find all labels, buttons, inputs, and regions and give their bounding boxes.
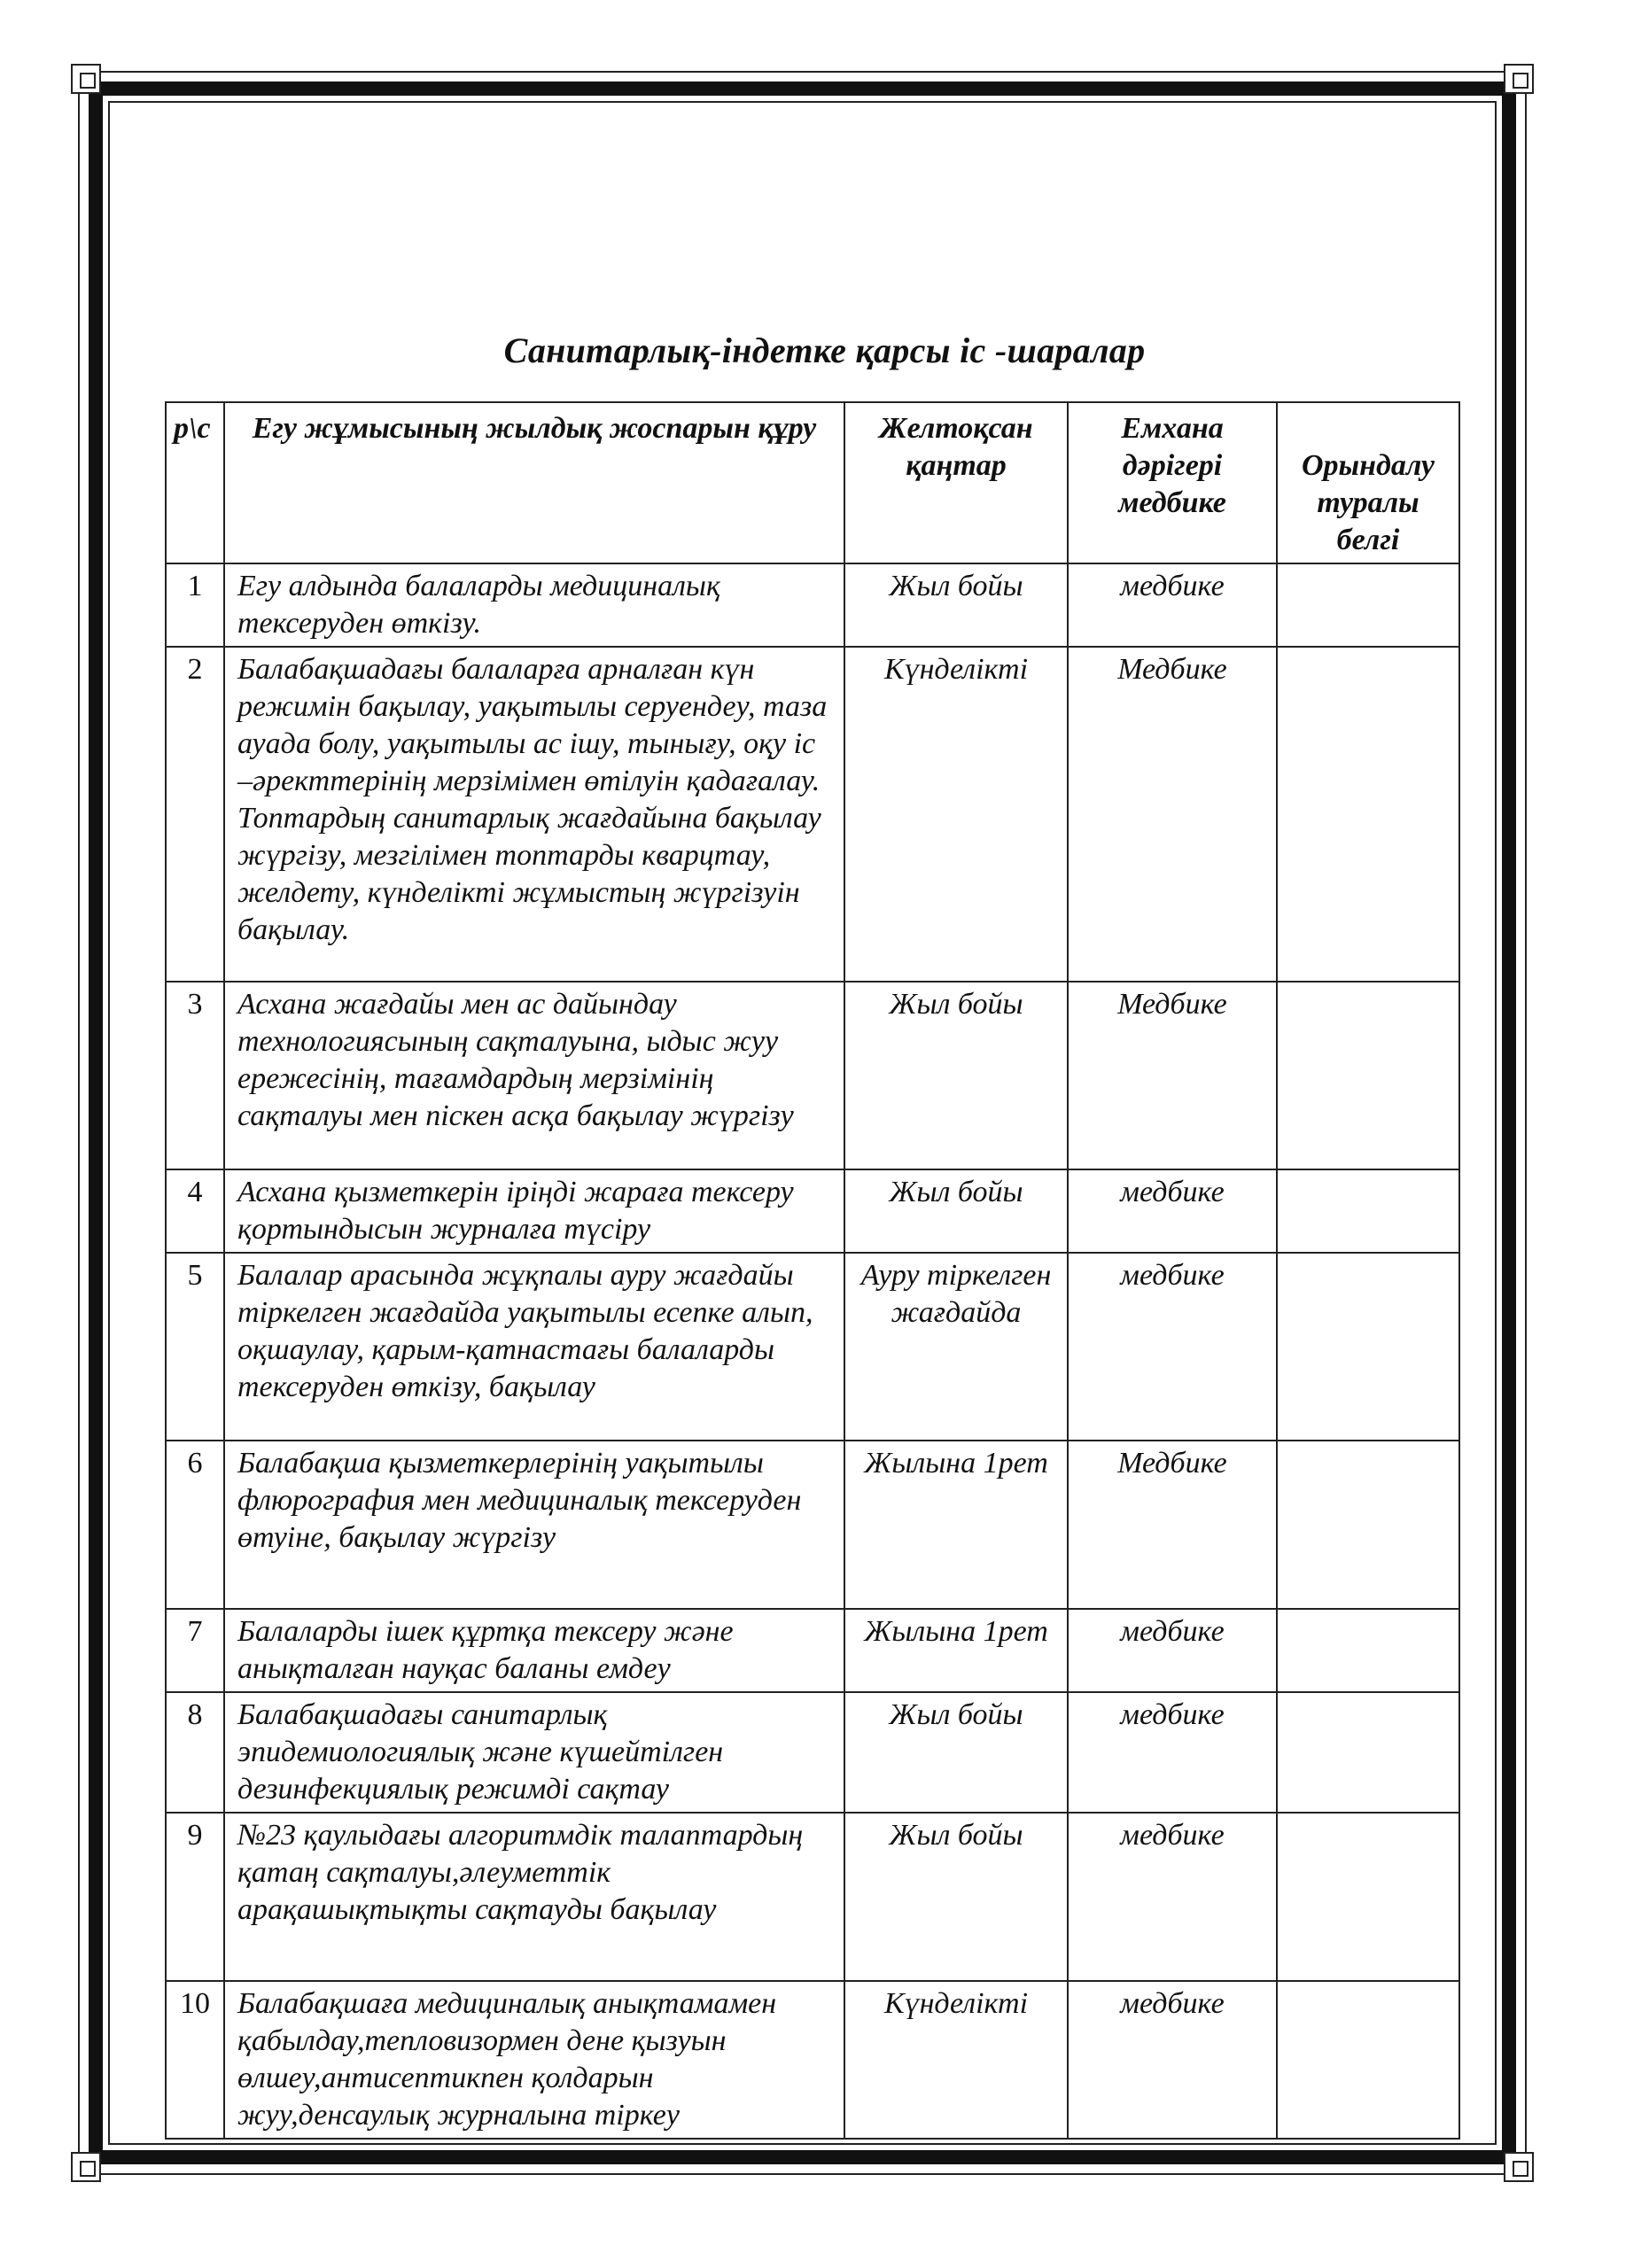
frame-corner-ornament (71, 64, 101, 94)
table-row (166, 1609, 1459, 1692)
row-responsible-cell: медбике (1068, 1169, 1277, 1253)
row-mark-cell (1277, 647, 1459, 982)
row-task-cell: №23 қаулыдағы алгоритмдік талаптардың қатаң сақталуы,әлеуметтік арақашықтықты сақтауды бақылау (224, 1813, 844, 1981)
row-mark-cell (1277, 1692, 1459, 1813)
row-task-cell: Балалар арасында жұқпалы ауру жағдайы тіркелген жағдайда уақытылы есепке алып, оқшаулау, қарым-қатнастағы балаларды тексеруден өткізу, бақылау (224, 1253, 844, 1441)
row-responsible-cell: медбике (1068, 1692, 1277, 1813)
measures-table (165, 401, 1460, 2140)
row-num-cell: 9 (166, 1813, 224, 1981)
frame-corner-ornament (71, 2152, 101, 2182)
header-term: Желтоқсан қаңтар (844, 402, 1068, 563)
row-mark-cell (1277, 1609, 1459, 1692)
row-num-cell: 8 (166, 1692, 224, 1813)
row-term-cell: Жыл бойы (844, 1813, 1068, 1981)
table-row (166, 982, 1459, 1169)
row-term-cell: Жыл бойы (844, 1692, 1068, 1813)
table-row (166, 1253, 1459, 1441)
row-num-cell: 10 (166, 1981, 224, 2139)
row-num-cell: 1 (166, 563, 224, 647)
frame-corner-ornament (1504, 64, 1534, 94)
table-row (166, 563, 1459, 647)
row-mark-cell (1277, 1813, 1459, 1981)
table-row (166, 1441, 1459, 1609)
row-responsible-cell: Медбике (1068, 1441, 1277, 1609)
page-title: Санитарлық-індетке қарсы іс -шаралар (503, 330, 1146, 370)
table-row (166, 1813, 1459, 1981)
row-num-cell: 7 (166, 1609, 224, 1692)
row-mark-cell (1277, 1169, 1459, 1253)
row-term-cell: Жыл бойы (844, 982, 1068, 1169)
row-responsible-cell: медбике (1068, 1981, 1277, 2139)
row-term-cell: Күнделікті (844, 1981, 1068, 2139)
row-num-cell: 5 (166, 1253, 224, 1441)
row-term-cell: Ауру тіркелген жағдайда (844, 1253, 1068, 1441)
table-row (166, 1981, 1459, 2139)
row-num-cell: 4 (166, 1169, 224, 1253)
row-term-cell: Жылына 1рет (844, 1441, 1068, 1609)
row-task-cell: Балаларды ішек құртқа тексеру және анықталған науқас баланы емдеу (224, 1609, 844, 1692)
header-mark: Орындалу туралы белгі (1277, 402, 1459, 563)
row-task-cell: Балабақшадағы балаларға арналған күн режимін бақылау, уақытылы серуендеу, таза ауада болу, уақытылы ас ішу, тынығу, оқу іс –әректтерінің мерзімімен өтілуін қадағалау. Топтардың санитарлық жағдайына бақылау жүргізу, мезгілімен топтарды кварцтау, желдету, күнделікті жұмыстың жүргізуін бақылау. (224, 647, 844, 982)
row-term-cell: Жылына 1рет (844, 1609, 1068, 1692)
row-responsible-cell: Медбике (1068, 647, 1277, 982)
row-mark-cell (1277, 1981, 1459, 2139)
row-responsible-cell: медбике (1068, 563, 1277, 647)
row-responsible-cell: медбике (1068, 1813, 1277, 1981)
row-responsible-cell: медбике (1068, 1609, 1277, 1692)
row-task-cell: Асхана жағдайы мен ас дайындау технологиясының сақталуына, ыдыс жуу ережесінің, тағамдардың мерзімінің сақталуы мен піскен асқа бақылау жүргізу (224, 982, 844, 1169)
row-task-cell: Асхана қызметкерін іріңді жараға тексеру қортындысын журналға түсіру (224, 1169, 844, 1253)
row-mark-cell (1277, 982, 1459, 1169)
header-responsible: Емхана дәрігері медбике (1068, 402, 1277, 563)
frame-corner-ornament (1504, 2152, 1534, 2182)
row-num-cell: 6 (166, 1441, 224, 1609)
row-responsible-cell: медбике (1068, 1253, 1277, 1441)
table-row (166, 1692, 1459, 1813)
table-row (166, 647, 1459, 982)
row-num-cell: 3 (166, 982, 224, 1169)
row-num-cell: 2 (166, 647, 224, 982)
row-term-cell: Жыл бойы (844, 1169, 1068, 1253)
row-task-cell: Егу алдында балаларды медициналық тексеруден өткізу. (224, 563, 844, 647)
row-task-cell: Балабақшадағы санитарлық эпидемиологиялық және күшейтілген дезинфекциялық режимді сақтау (224, 1692, 844, 1813)
row-term-cell: Күнделікті (844, 647, 1068, 982)
header-num: р\с (166, 402, 224, 563)
row-mark-cell (1277, 563, 1459, 647)
row-mark-cell (1277, 1253, 1459, 1441)
row-mark-cell (1277, 1441, 1459, 1609)
table-row (166, 1169, 1459, 1253)
row-responsible-cell: Медбике (1068, 982, 1277, 1169)
row-task-cell: Балабақшаға медициналық анықтамамен қабылдау,тепловизормен дене қызуын өлшеу,антисептикпен қолдарын жуу,денсаулық журналына тіркеу (224, 1981, 844, 2139)
header-task: Егу жұмысының жылдық жоспарын құру (224, 402, 844, 563)
table-header-row (166, 402, 1459, 563)
row-task-cell: Балабақша қызметкерлерінің уақытылы флюрография мен медициналық тексеруден өтуіне, бақылау жүргізу (224, 1441, 844, 1609)
row-term-cell: Жыл бойы (844, 563, 1068, 647)
